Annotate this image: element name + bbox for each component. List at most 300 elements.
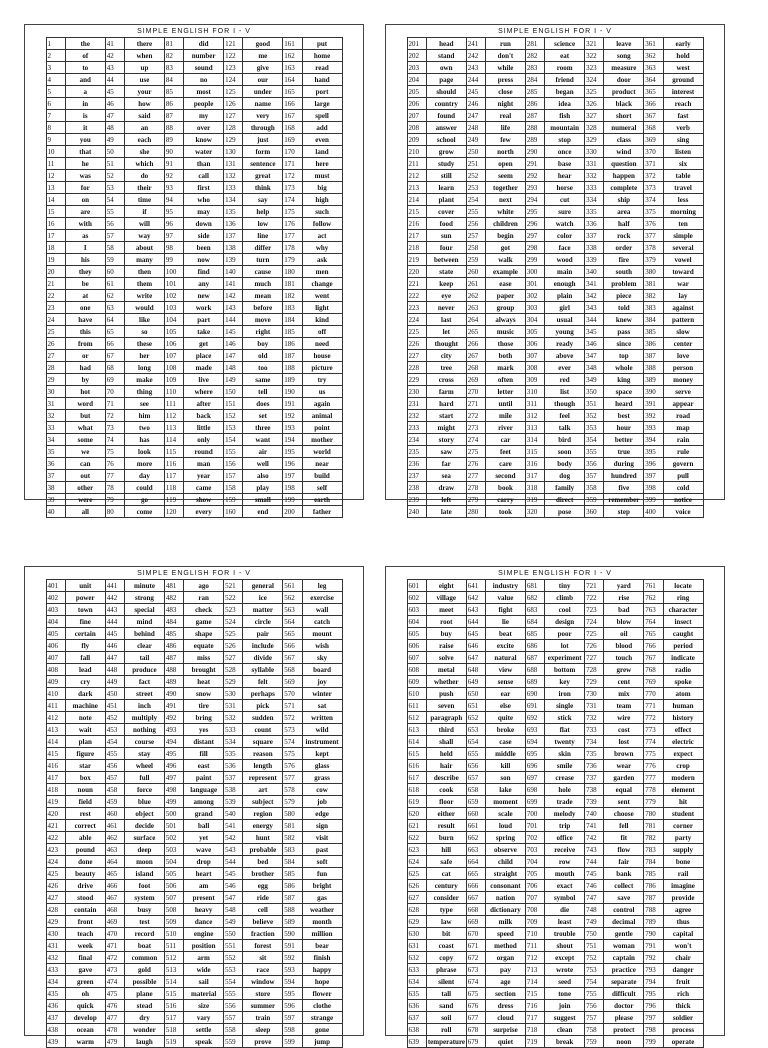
word-number: 632 (407, 952, 426, 964)
table-row (407, 796, 703, 808)
word-number: 699 (525, 796, 544, 808)
word-cell: main (545, 266, 585, 278)
word-number: 486 (164, 640, 183, 652)
word-number: 658 (466, 784, 485, 796)
word-cell: low (243, 218, 283, 230)
word-number: 227 (407, 350, 426, 362)
word-number: 735 (585, 748, 604, 760)
word-number: 630 (407, 928, 426, 940)
word-number: 205 (407, 86, 426, 98)
word-number: 764 (644, 616, 663, 628)
word-number: 386 (644, 338, 663, 350)
word-cell: child (486, 856, 526, 868)
table-row (407, 652, 703, 664)
word-number: 25 (46, 326, 65, 338)
word-cell: spoke (663, 676, 703, 688)
table-row (46, 676, 342, 688)
word-number: 431 (46, 940, 65, 952)
word-cell: travel (663, 182, 703, 194)
word-cell: special (125, 604, 165, 616)
word-cell: ten (663, 218, 703, 230)
page-3 (24, 566, 364, 1046)
word-cell: happy (302, 964, 342, 976)
word-cell: I (65, 242, 105, 254)
word-cell: came (184, 482, 224, 494)
table-row (46, 916, 342, 928)
word-cell: week (65, 940, 105, 952)
word-cell: get (184, 338, 224, 350)
word-cell: cause (243, 266, 283, 278)
word-number: 385 (644, 326, 663, 338)
word-number: 528 (224, 664, 243, 676)
word-number: 598 (283, 1024, 302, 1036)
word-number: 648 (466, 664, 485, 676)
word-number: 654 (466, 736, 485, 748)
word-cell: at (65, 290, 105, 302)
word-cell: space (604, 386, 644, 398)
word-number: 794 (644, 976, 663, 988)
table-row (46, 242, 342, 254)
word-cell: so (125, 326, 165, 338)
word-cell: raise (426, 640, 466, 652)
word-number: 548 (224, 904, 243, 916)
table-row (407, 134, 703, 146)
word-number: 343 (585, 302, 604, 314)
word-cell: how (125, 98, 165, 110)
word-number: 438 (46, 1024, 65, 1036)
word-number: 199 (283, 494, 302, 506)
word-number: 682 (525, 592, 544, 604)
word-number: 715 (525, 988, 544, 1000)
word-cell: soldier (663, 1012, 703, 1024)
word-number: 161 (283, 38, 302, 50)
word-number: 102 (164, 290, 183, 302)
word-number: 249 (466, 134, 485, 146)
word-number: 770 (644, 688, 663, 700)
word-cell: draw (426, 482, 466, 494)
word-number: 611 (407, 700, 426, 712)
word-cell: plant (426, 194, 466, 206)
word-cell: fact (125, 676, 165, 688)
word-number: 544 (224, 856, 243, 868)
table-row (46, 206, 342, 218)
word-cell: this (65, 326, 105, 338)
word-number: 577 (283, 772, 302, 784)
table-row (46, 326, 342, 338)
word-number: 502 (164, 832, 183, 844)
word-cell: during (604, 458, 644, 470)
word-number: 553 (224, 964, 243, 976)
word-number: 319 (525, 494, 544, 506)
word-number: 525 (224, 628, 243, 640)
word-cell: visit (302, 832, 342, 844)
word-number: 756 (585, 1000, 604, 1012)
word-number: 376 (644, 218, 663, 230)
word-cell: will (125, 218, 165, 230)
word-cell: twenty (545, 736, 585, 748)
table-row (46, 146, 342, 158)
word-number: 348 (585, 362, 604, 374)
word-cell: plane (125, 988, 165, 1000)
word-cell: surprise (486, 1024, 526, 1036)
word-cell: scale (486, 808, 526, 820)
word-number: 149 (224, 374, 243, 386)
word-cell: even (302, 134, 342, 146)
word-number: 337 (585, 230, 604, 242)
word-number: 751 (585, 940, 604, 952)
word-number: 217 (407, 230, 426, 242)
word-number: 579 (283, 796, 302, 808)
word-cell: man (184, 458, 224, 470)
word-number: 628 (407, 904, 426, 916)
word-number: 739 (585, 796, 604, 808)
word-number: 378 (644, 242, 663, 254)
word-number: 216 (407, 218, 426, 230)
word-number: 657 (466, 772, 485, 784)
word-number: 441 (105, 580, 124, 592)
word-number: 716 (525, 1000, 544, 1012)
word-cell: indicate (663, 652, 703, 664)
table-row (46, 652, 342, 664)
word-cell: near (302, 458, 342, 470)
word-cell: walk (486, 254, 526, 266)
word-number: 20 (46, 266, 65, 278)
word-cell: syllable (243, 664, 283, 676)
word-number: 96 (164, 218, 183, 230)
word-cell: against (663, 302, 703, 314)
word-number: 685 (525, 628, 544, 640)
word-number: 298 (525, 242, 544, 254)
word-cell: turn (243, 254, 283, 266)
word-cell: look (125, 446, 165, 458)
word-cell: four (426, 242, 466, 254)
word-cell: fruit (663, 976, 703, 988)
word-number: 53 (105, 182, 124, 194)
word-number: 150 (224, 386, 243, 398)
word-cell: dictionary (486, 904, 526, 916)
word-number: 442 (105, 592, 124, 604)
word-cell: long (125, 362, 165, 374)
word-number: 144 (224, 314, 243, 326)
word-cell: there (125, 38, 165, 50)
word-cell: white (486, 206, 526, 218)
word-cell: plan (65, 736, 105, 748)
word-cell: joy (302, 676, 342, 688)
word-cell: cross (426, 374, 466, 386)
word-number: 559 (224, 1036, 243, 1048)
table-row (407, 194, 703, 206)
word-number: 627 (407, 892, 426, 904)
word-cell: usual (545, 314, 585, 326)
word-cell: pair (243, 628, 283, 640)
word-number: 460 (105, 808, 124, 820)
word-number: 88 (164, 122, 183, 134)
word-cell: saw (426, 446, 466, 458)
word-number: 652 (466, 712, 485, 724)
table-row (46, 796, 342, 808)
word-number: 135 (224, 206, 243, 218)
word-number: 613 (407, 724, 426, 736)
word-number: 128 (224, 122, 243, 134)
word-cell: teach (65, 928, 105, 940)
table-row (46, 580, 342, 592)
table-row (407, 940, 703, 952)
word-cell: change (302, 278, 342, 290)
table-row (407, 772, 703, 784)
word-cell: rock (604, 230, 644, 242)
word-number: 236 (407, 458, 426, 470)
word-number: 368 (644, 122, 663, 134)
word-cell: imagine (663, 880, 703, 892)
word-number: 375 (644, 206, 663, 218)
word-cell: fit (604, 832, 644, 844)
word-number: 127 (224, 110, 243, 122)
word-cell: effect (663, 724, 703, 736)
word-cell: money (663, 374, 703, 386)
table-row (407, 784, 703, 796)
word-number: 142 (224, 290, 243, 302)
word-cell: busy (125, 904, 165, 916)
word-cell: done (65, 856, 105, 868)
word-cell: dress (486, 1000, 526, 1012)
word-cell: radio (663, 664, 703, 676)
word-cell: thus (663, 916, 703, 928)
word-number: 154 (224, 434, 243, 446)
word-cell: prove (243, 1036, 283, 1048)
word-cell: exact (545, 880, 585, 892)
word-number: 338 (585, 242, 604, 254)
word-number: 230 (407, 386, 426, 398)
word-cell: made (184, 362, 224, 374)
table-row (46, 506, 342, 518)
word-cell: notice (663, 494, 703, 506)
word-cell: modern (663, 772, 703, 784)
table-row (407, 592, 703, 604)
word-number: 235 (407, 446, 426, 458)
word-number: 462 (105, 832, 124, 844)
word-cell: interest (663, 86, 703, 98)
word-number: 46 (105, 98, 124, 110)
word-number: 133 (224, 182, 243, 194)
word-cell: finish (302, 952, 342, 964)
word-number: 136 (224, 218, 243, 230)
word-number: 643 (466, 604, 485, 616)
word-number: 129 (224, 134, 243, 146)
word-cell: melody (545, 808, 585, 820)
word-number: 284 (525, 74, 544, 86)
word-number: 531 (224, 700, 243, 712)
word-cell: never (426, 302, 466, 314)
table-row (46, 604, 342, 616)
word-number: 175 (283, 206, 302, 218)
word-cell: feel (545, 410, 585, 422)
word-cell: element (663, 784, 703, 796)
word-number: 620 (407, 808, 426, 820)
table-row (407, 904, 703, 916)
word-cell: consonant (486, 880, 526, 892)
word-cell: wall (302, 604, 342, 616)
word-cell: little (184, 422, 224, 434)
word-number: 281 (525, 38, 544, 50)
word-cell: six (663, 158, 703, 170)
word-cell: wide (184, 964, 224, 976)
word-cell: to (65, 62, 105, 74)
word-cell: read (302, 62, 342, 74)
table-row (46, 122, 342, 134)
word-cell: full (125, 772, 165, 784)
word-cell: touch (604, 652, 644, 664)
word-cell: just (243, 134, 283, 146)
word-number: 776 (644, 760, 663, 772)
word-number: 580 (283, 808, 302, 820)
word-number: 248 (466, 122, 485, 134)
word-cell: sun (426, 230, 466, 242)
word-number: 681 (525, 580, 544, 592)
word-number: 797 (644, 1012, 663, 1024)
table-row (407, 386, 703, 398)
word-number: 178 (283, 242, 302, 254)
word-number: 786 (644, 880, 663, 892)
word-cell: always (486, 314, 526, 326)
word-cell: answer (426, 122, 466, 134)
word-number: 181 (283, 278, 302, 290)
word-number: 332 (585, 170, 604, 182)
word-number: 19 (46, 254, 65, 266)
word-cell: include (243, 640, 283, 652)
word-number: 698 (525, 784, 544, 796)
word-cell: numeral (604, 122, 644, 134)
word-number: 94 (164, 194, 183, 206)
table-row (46, 808, 342, 820)
word-cell: like (125, 314, 165, 326)
word-number: 107 (164, 350, 183, 362)
word-cell: all (65, 506, 105, 518)
table-row (46, 170, 342, 182)
word-number: 165 (283, 86, 302, 98)
word-number: 406 (46, 640, 65, 652)
word-cell: did (184, 38, 224, 50)
word-cell: million (302, 928, 342, 940)
word-cell: war (663, 278, 703, 290)
word-number: 240 (407, 506, 426, 518)
word-number: 80 (105, 506, 124, 518)
word-cell: brown (604, 748, 644, 760)
table-row (46, 988, 342, 1000)
word-number: 60 (105, 266, 124, 278)
word-number: 773 (644, 724, 663, 736)
word-number: 672 (466, 952, 485, 964)
word-cell: clear (125, 640, 165, 652)
word-number: 130 (224, 146, 243, 158)
word-cell: early (663, 38, 703, 50)
word-number: 206 (407, 98, 426, 110)
word-cell: wild (302, 724, 342, 736)
word-number: 289 (525, 134, 544, 146)
word-cell: trip (545, 820, 585, 832)
word-cell: machine (65, 700, 105, 712)
word-cell: clothe (302, 1000, 342, 1012)
word-cell: fall (65, 652, 105, 664)
word-number: 47 (105, 110, 124, 122)
word-cell: live (184, 374, 224, 386)
word-number: 13 (46, 182, 65, 194)
word-number: 447 (105, 652, 124, 664)
word-cell: hundred (604, 470, 644, 482)
word-number: 143 (224, 302, 243, 314)
word-cell: where (184, 386, 224, 398)
word-number: 315 (525, 446, 544, 458)
word-number: 334 (585, 194, 604, 206)
word-number: 763 (644, 604, 663, 616)
word-number: 691 (525, 700, 544, 712)
word-cell: light (302, 302, 342, 314)
word-number: 759 (585, 1036, 604, 1048)
word-cell: practice (604, 964, 644, 976)
word-number: 584 (283, 856, 302, 868)
word-number: 77 (105, 470, 124, 482)
word-number: 207 (407, 110, 426, 122)
table-row (46, 218, 342, 230)
table-row (407, 916, 703, 928)
word-cell: west (663, 62, 703, 74)
word-number: 70 (105, 386, 124, 398)
word-number: 478 (105, 1024, 124, 1036)
word-cell: bring (184, 712, 224, 724)
word-number: 515 (164, 988, 183, 1000)
table-row (407, 844, 703, 856)
word-cell: grow (426, 146, 466, 158)
word-number: 495 (164, 748, 183, 760)
word-number: 609 (407, 676, 426, 688)
word-number: 243 (466, 62, 485, 74)
word-cell: size (184, 1000, 224, 1012)
word-cell: whole (604, 362, 644, 374)
word-number: 6 (46, 98, 65, 110)
word-cell: door (604, 74, 644, 86)
word-number: 767 (644, 652, 663, 664)
word-number: 139 (224, 254, 243, 266)
word-cell: direct (545, 494, 585, 506)
word-number: 703 (525, 844, 544, 856)
word-cell: dance (184, 916, 224, 928)
word-number: 656 (466, 760, 485, 772)
word-cell: pound (65, 844, 105, 856)
word-cell: farm (426, 386, 466, 398)
word-number: 1 (46, 38, 65, 50)
word-cell: section (486, 988, 526, 1000)
word-cell: heart (184, 868, 224, 880)
table-row (46, 494, 342, 506)
word-number: 34 (46, 434, 65, 446)
word-cell: broke (486, 724, 526, 736)
word-cell: speed (486, 928, 526, 940)
word-cell: second (486, 470, 526, 482)
word-number: 644 (466, 616, 485, 628)
word-number: 200 (283, 506, 302, 518)
word-cell: run (486, 38, 526, 50)
word-cell: unit (65, 580, 105, 592)
word-cell: check (184, 604, 224, 616)
word-cell: care (486, 458, 526, 470)
word-cell: rail (663, 868, 703, 880)
word-cell: speak (184, 1036, 224, 1048)
word-number: 238 (407, 482, 426, 494)
word-cell: figure (65, 748, 105, 760)
word-number: 533 (224, 724, 243, 736)
word-cell: short (604, 110, 644, 122)
word-cell: human (663, 700, 703, 712)
word-cell: warm (65, 1036, 105, 1048)
